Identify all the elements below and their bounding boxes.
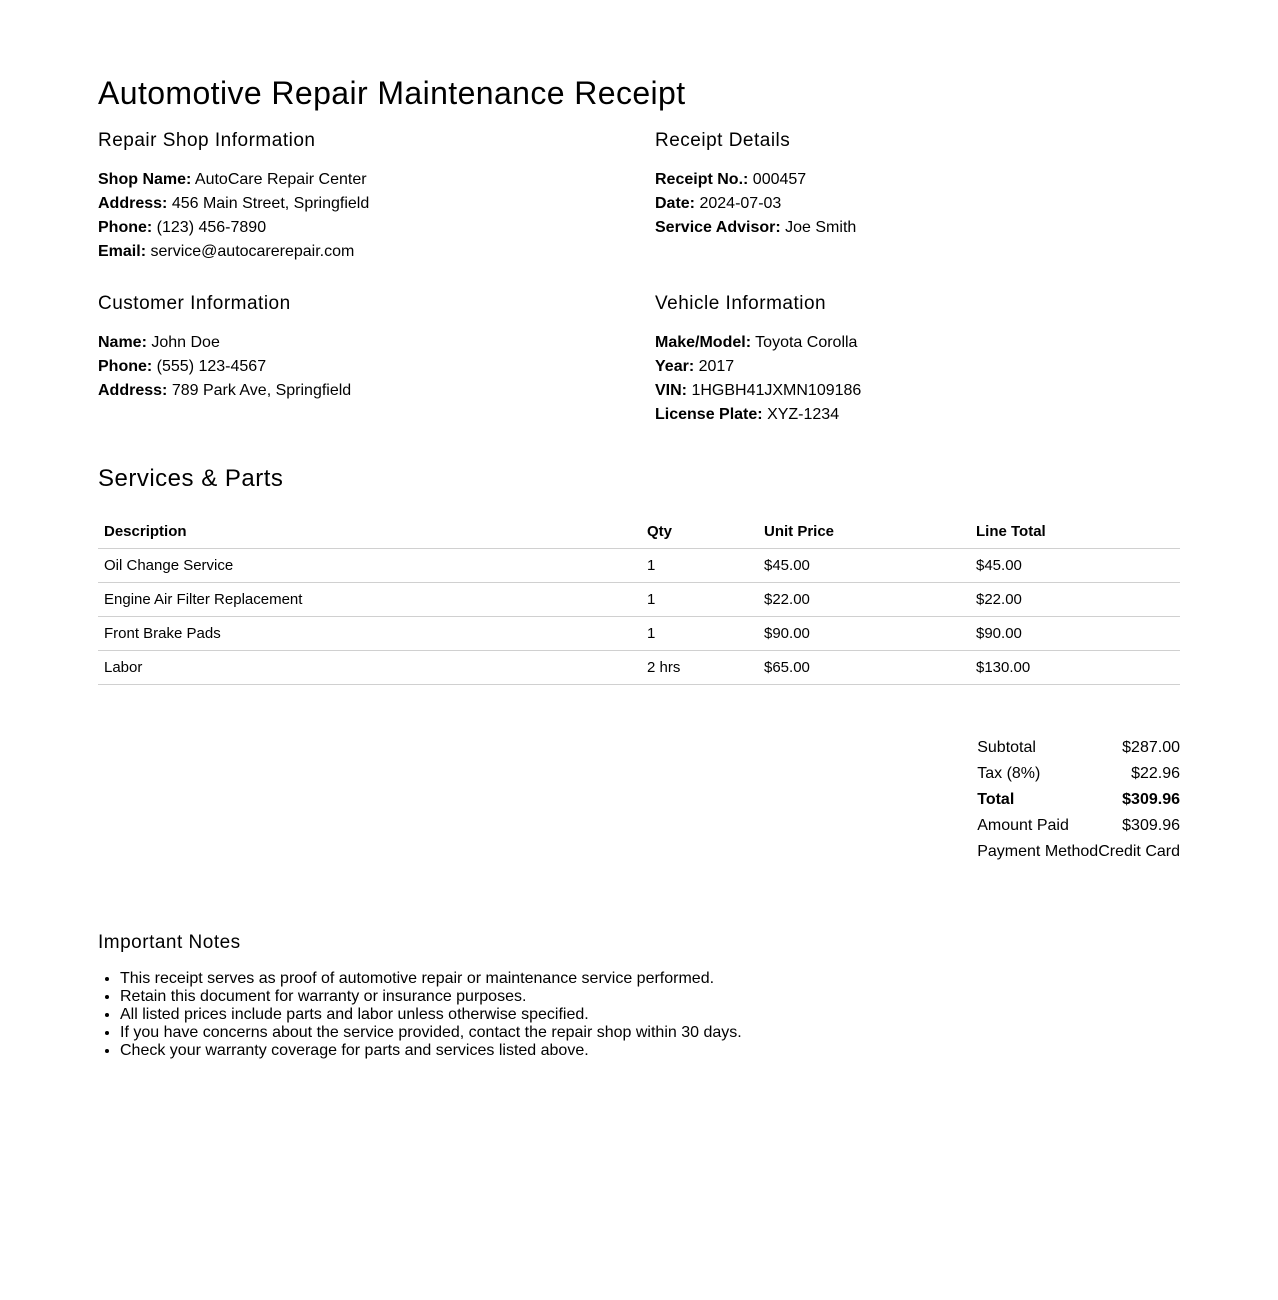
cell-line-total: $45.00 — [970, 548, 1180, 582]
receipt-number-label: Receipt No.: — [655, 171, 749, 188]
receipt-number-value: 000457 — [752, 171, 807, 188]
vehicle-make-value: Toyota Corolla — [755, 334, 858, 351]
tax-row — [977, 761, 1180, 787]
subtotal-value: $287.00 — [1122, 738, 1180, 756]
cell-unit-price: $22.00 — [758, 582, 970, 616]
shop-address-line — [98, 192, 623, 216]
list-item: • All listed prices include parts and labor unless otherwise specified. — [120, 1006, 1180, 1024]
customer-name-value: John Doe — [151, 334, 220, 351]
list-item: • This receipt serves as proof of automotive repair or maintenance service performed. — [120, 970, 1180, 988]
cell-description: Oil Change Service — [98, 548, 641, 582]
customer-info-section — [98, 292, 623, 427]
table-row — [98, 650, 1180, 684]
customer-address-value: 789 Park Ave, Springfield — [171, 382, 352, 399]
info-row-top — [98, 129, 1180, 264]
receipt-page — [98, 0, 1180, 1060]
list-item: • Check your warranty coverage for parts and services listed above. — [120, 1042, 1180, 1060]
column-header-qty: Qty — [641, 515, 758, 548]
notes-list — [98, 970, 1180, 1060]
vehicle-info-section — [655, 292, 1180, 427]
info-row-bottom — [98, 292, 1180, 427]
vehicle-make-label: Make/Model: — [655, 334, 752, 351]
payment-method-label: Payment Method — [977, 842, 1099, 860]
list-item: • Retain this document for warranty or insurance purposes. — [120, 988, 1180, 1006]
cell-qty: 2 hrs — [641, 650, 758, 684]
tax-value: $22.96 — [1131, 764, 1180, 782]
services-table — [98, 515, 1180, 685]
cell-line-total: $90.00 — [970, 616, 1180, 650]
cell-qty: 1 — [641, 616, 758, 650]
shop-email-label: Email: — [98, 243, 147, 260]
shop-address-label: Address: — [98, 195, 168, 212]
vehicle-plate-line — [655, 403, 1180, 427]
customer-phone-value: (555) 123-4567 — [156, 358, 267, 375]
cell-line-total: $130.00 — [970, 650, 1180, 684]
shop-name-value: AutoCare Repair Center — [194, 171, 367, 188]
vehicle-plate-value: XYZ-1234 — [767, 406, 840, 423]
shop-phone-value: (123) 456-7890 — [156, 219, 267, 236]
shop-phone-line — [98, 216, 623, 240]
cell-unit-price: $65.00 — [758, 650, 970, 684]
shop-address-value: 456 Main Street, Springfield — [171, 195, 370, 212]
cell-description: Front Brake Pads — [98, 616, 641, 650]
cell-description: Engine Air Filter Replacement — [98, 582, 641, 616]
cell-description: Labor — [98, 650, 641, 684]
shop-email-value: service@autocarerepair.com — [150, 243, 355, 260]
list-item: • If you have concerns about the service provided, contact the repair shop within 30 days. — [120, 1024, 1180, 1042]
column-header-line-total: Line Total — [970, 515, 1180, 548]
shop-info-section — [98, 129, 623, 264]
shop-info-heading: Repair Shop Information — [98, 130, 316, 151]
shop-email-line — [98, 240, 623, 264]
cell-unit-price: $90.00 — [758, 616, 970, 650]
customer-address-label: Address: — [98, 382, 168, 399]
customer-phone-line — [98, 355, 623, 379]
service-advisor-line — [655, 216, 1180, 240]
payment-method-value: Credit Card — [1098, 842, 1180, 860]
notes-section — [98, 931, 1180, 1060]
receipt-number-line — [655, 168, 1180, 192]
vehicle-year-line — [655, 355, 1180, 379]
page-title: Automotive Repair Maintenance Receipt — [98, 75, 686, 111]
customer-name-label: Name: — [98, 334, 147, 351]
total-value: $309.96 — [1122, 790, 1180, 808]
column-header-description: Description — [98, 515, 641, 548]
receipt-details-heading: Receipt Details — [655, 130, 791, 151]
vehicle-plate-label: License Plate: — [655, 406, 763, 423]
services-header-row — [98, 515, 1180, 548]
payment-method-row — [977, 839, 1180, 865]
amount-paid-value: $309.96 — [1122, 816, 1180, 834]
receipt-details-section — [655, 129, 1180, 264]
vehicle-make-line — [655, 331, 1180, 355]
service-advisor-value: Joe Smith — [785, 219, 857, 236]
total-row — [977, 787, 1180, 813]
totals-section — [98, 735, 1180, 865]
customer-phone-label: Phone: — [98, 358, 153, 375]
vehicle-year-label: Year: — [655, 358, 695, 375]
table-row — [98, 582, 1180, 616]
services-heading: Services & Parts — [98, 465, 284, 492]
vehicle-vin-label: VIN: — [655, 382, 687, 399]
receipt-date-line — [655, 192, 1180, 216]
cell-qty: 1 — [641, 582, 758, 616]
service-advisor-label: Service Advisor: — [655, 219, 781, 236]
customer-address-line — [98, 379, 623, 403]
cell-qty: 1 — [641, 548, 758, 582]
vehicle-year-value: 2017 — [698, 358, 735, 375]
vehicle-vin-line — [655, 379, 1180, 403]
column-header-unit-price: Unit Price — [758, 515, 970, 548]
receipt-date-label: Date: — [655, 195, 696, 212]
notes-heading: Important Notes — [98, 931, 241, 953]
shop-phone-label: Phone: — [98, 219, 153, 236]
customer-name-line — [98, 331, 623, 355]
cell-line-total: $22.00 — [970, 582, 1180, 616]
vehicle-vin-value: 1HGBH41JXMN109186 — [691, 382, 862, 399]
vehicle-info-heading: Vehicle Information — [655, 293, 827, 314]
receipt-date-value: 2024-07-03 — [699, 195, 782, 212]
table-row — [98, 616, 1180, 650]
amount-paid-row — [977, 813, 1180, 839]
totals-table — [977, 735, 1180, 865]
total-label: Total — [977, 790, 1015, 808]
customer-info-heading: Customer Information — [98, 293, 291, 314]
table-row — [98, 548, 1180, 582]
tax-label: Tax (8%) — [977, 764, 1041, 782]
cell-unit-price: $45.00 — [758, 548, 970, 582]
subtotal-row — [977, 735, 1180, 761]
amount-paid-label: Amount Paid — [977, 816, 1069, 834]
shop-name-line — [98, 168, 623, 192]
subtotal-label: Subtotal — [977, 738, 1036, 756]
shop-name-label: Shop Name: — [98, 171, 192, 188]
